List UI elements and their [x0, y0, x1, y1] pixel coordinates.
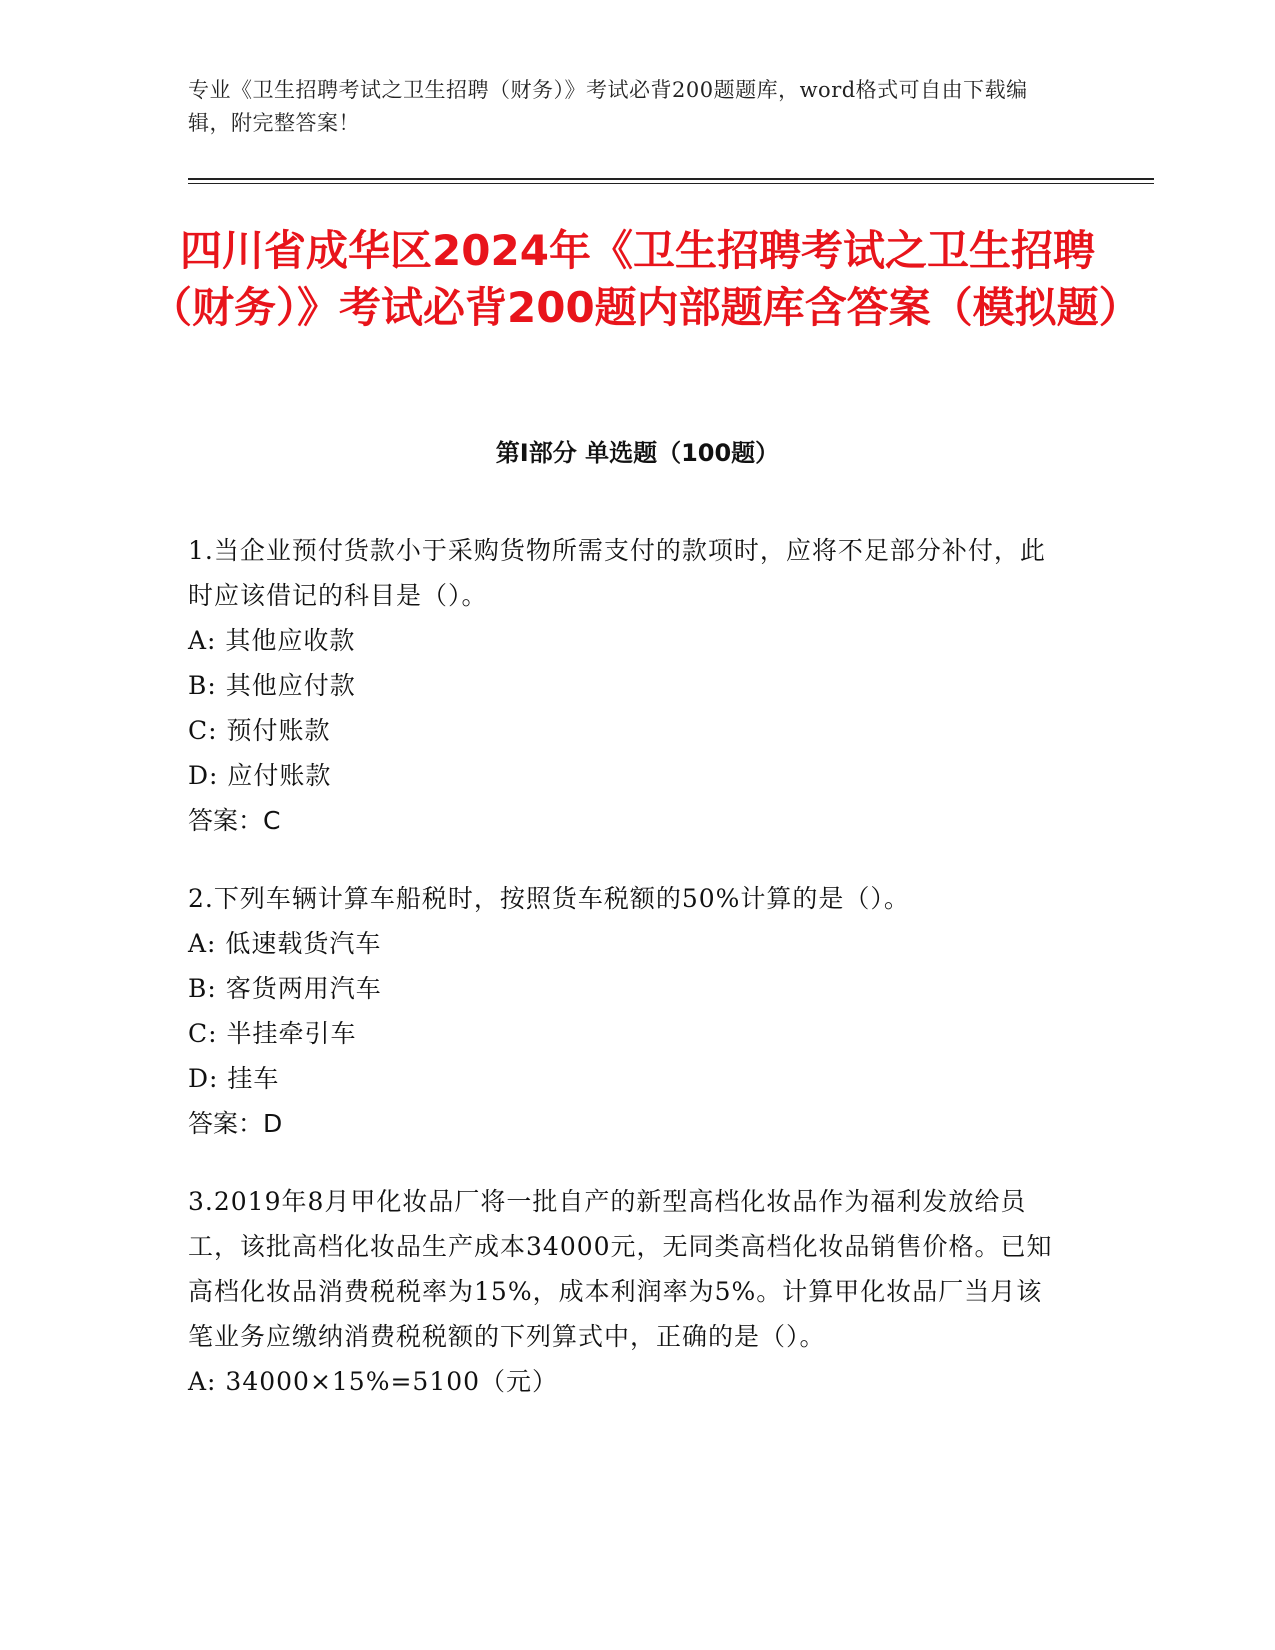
option-d: D: 应付账款: [188, 761, 332, 790]
question-1: [188, 528, 1068, 843]
option-b: B: 客货两用汽车: [188, 974, 382, 1003]
answer: 答案：D: [188, 1109, 283, 1138]
question-list: [188, 528, 1068, 1437]
option-d: D: 挂车: [188, 1064, 280, 1093]
option-a: A: 34000×15%=5100（元）: [188, 1367, 559, 1396]
question-stem: 3.2019年8月甲化妆品厂将一批自产的新型高档化妆品作为福利发放给员工，该批高档化妆品生产成本34000元，无同类高档化妆品销售价格。已知高档化妆品消费税税率为15%，成本利润率为5%。计算甲化妆品厂当月该笔业务应缴纳消费税税额的下列算式中，正确的是（）。: [188, 1187, 1053, 1351]
question-2: [188, 876, 1068, 1146]
option-c: C: 预付账款: [188, 716, 331, 745]
answer: 答案：C: [188, 806, 281, 835]
question-3: [188, 1179, 1068, 1404]
question-stem: 2.下列车辆计算车船税时，按照货车税额的50%计算的是（）。: [188, 884, 910, 913]
header-divider-thin: [188, 183, 1154, 184]
header-divider-thick: [188, 178, 1154, 180]
section-title: 第Ⅰ部分 单选题（100题）: [495, 439, 780, 467]
option-b: B: 其他应付款: [188, 671, 356, 700]
header-note: 专业《卫生招聘考试之卫生招聘（财务）》考试必背200题题库，word格式可自由下载编辑，附完整答案！: [188, 78, 1028, 135]
option-a: A: 低速载货汽车: [188, 929, 382, 958]
question-stem: 1.当企业预付货款小于采购货物所需支付的款项时，应将不足部分补付，此时应该借记的科目是（）。: [188, 536, 1046, 610]
option-c: C: 半挂牵引车: [188, 1019, 357, 1048]
document-title: 四川省成华区2024年《卫生招聘考试之卫生招聘（财务）》考试必背200题内部题库含答案（模拟题）: [150, 226, 1141, 332]
option-a: A: 其他应收款: [188, 626, 356, 655]
